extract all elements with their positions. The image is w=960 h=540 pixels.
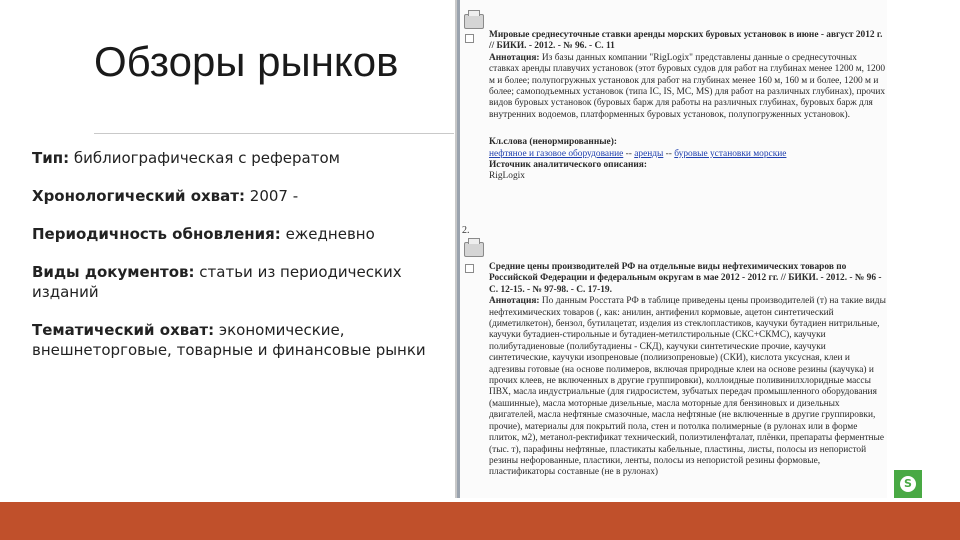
printer-icon[interactable] — [464, 14, 484, 29]
printer-icon[interactable] — [464, 242, 484, 257]
title-divider — [94, 133, 454, 134]
property-update-frequency — [32, 224, 432, 244]
slide-title: Обзоры рынков — [94, 38, 399, 85]
record-2 — [489, 262, 887, 479]
keyword-link[interactable]: буровые установки морские — [674, 148, 787, 159]
property-value: ежедневно — [285, 225, 375, 243]
property-subject-coverage — [32, 320, 432, 360]
footer-bar — [0, 502, 960, 540]
database-properties — [32, 148, 432, 378]
chat-bubble-icon: S — [900, 476, 916, 492]
property-document-types — [32, 262, 432, 302]
property-label: Хронологический охват: — [32, 187, 245, 205]
record-title: Средние цены производителей РФ на отдельные виды нефтехимических товаров по Российской Федерации и федеральным округам в мае 2012 - 2012 гг. // БИКИ. - 2012. - № 96 - С. 12-15. - № 97-98. - С. 17-19. — [489, 262, 882, 295]
record-title: Мировые среднесуточные ставки аренды морских буровых установок в июне - август 2012 г. // БИКИ. - 2012. - № 96. - С. 11 — [489, 30, 883, 52]
property-value: статьи из периодических изданий — [32, 263, 402, 301]
record-annotation: Аннотация: Из базы данных компании "RigLogix" представлены данные о среднесуточных ставках аренды плавучих установок (этот буровых судов для работ на глубинах менее 1200 м, 1200 м и более; полупогружных установок для работ на глубинах менее 160 м, 160 м и более, 1200 м и более; самоподъемных установок (типа IC, IS, MC, MS) для работ на различных глубинах), прочих видов буровых установок (буровых барж для работы на различных глубинах, буровых барж для внутренних водоемов, платформенных буровых установок, полупогруженных установок). — [489, 52, 886, 120]
record-checkbox[interactable] — [465, 34, 474, 43]
property-label: Виды документов: — [32, 263, 195, 281]
keyword-link[interactable]: нефтяное и газовое оборудование — [489, 148, 624, 159]
record-source: Источник аналитического описания: RigLogix — [489, 160, 647, 182]
property-type — [32, 148, 432, 168]
record-keywords: Кл.слова (ненормированные): нефтяное и газовое оборудование -- аренды -- буровые установки морские — [489, 137, 787, 159]
record-annotation: Аннотация: По данным Росстата РФ в таблице приведены цены производителей (т) на такие виды нефтехимических товаров (, как: анилин, антифенил кормовые, ацетон синтетический (диметилкетон), бензол, бутилацетат, изделия из стеклопластиков, каучуки бутадиен нитрильные, каучуки бутадиен-стирольные и бутадиен-метилстирольные (СКС+СКМС), каучуки полибутадиеновые (полибутадиены - СКД), каучуки синтетические прочие, каучуки синтетические, каучуки изопреновые (полиизопреновые) (СКИ), кислота уксусная, клеи и адгезивы готовые (на основе полимеров, включая природные клеи на основе резины (каучука) и прочих клеев, не включенных в другие группировки), коллоидные поливинилхлоридные массы ПВХ, масла индустриальные (для гидросистем, зубчатых передач промышленного оборудования (машинные), масла моторные дизельные, масла моторные для бензиновых и дизельных двигателей, масла нефтяные смазочные, масла нефтяные (не включенные в другие группировки, прочие), материалы для покрытий пола, стен и потолка полимерные (в рулонах или в форме плиток, м2), метанол-ректификат технический, полиэтиленфталат, плёнки, препараты ферментные (тыс. т), парафины нефтяные, пластикаты кабельные, пластины, листы, полосы из непористой резины нефорованные, пластики, ленты, полосы из непористой резины формовые, пластификаторы составные (не в рулонах) — [489, 296, 886, 478]
property-label: Тематический охват: — [32, 321, 215, 339]
chat-widget-button[interactable] — [894, 470, 922, 498]
catalog-screenshot — [455, 0, 887, 498]
property-value: библиографическая с рефератом — [73, 149, 340, 167]
record-number: 2. — [462, 225, 470, 236]
keyword-link[interactable]: аренды — [634, 148, 664, 159]
property-chronology — [32, 186, 432, 206]
property-label: Тип: — [32, 149, 70, 167]
property-label: Периодичность обновления: — [32, 225, 281, 243]
property-value: экономические, внешнеторговые, товарные и финансовые рынки — [32, 321, 426, 359]
record-1 — [489, 30, 887, 183]
record-checkbox[interactable] — [465, 264, 474, 273]
property-value: 2007 - — [249, 187, 299, 205]
